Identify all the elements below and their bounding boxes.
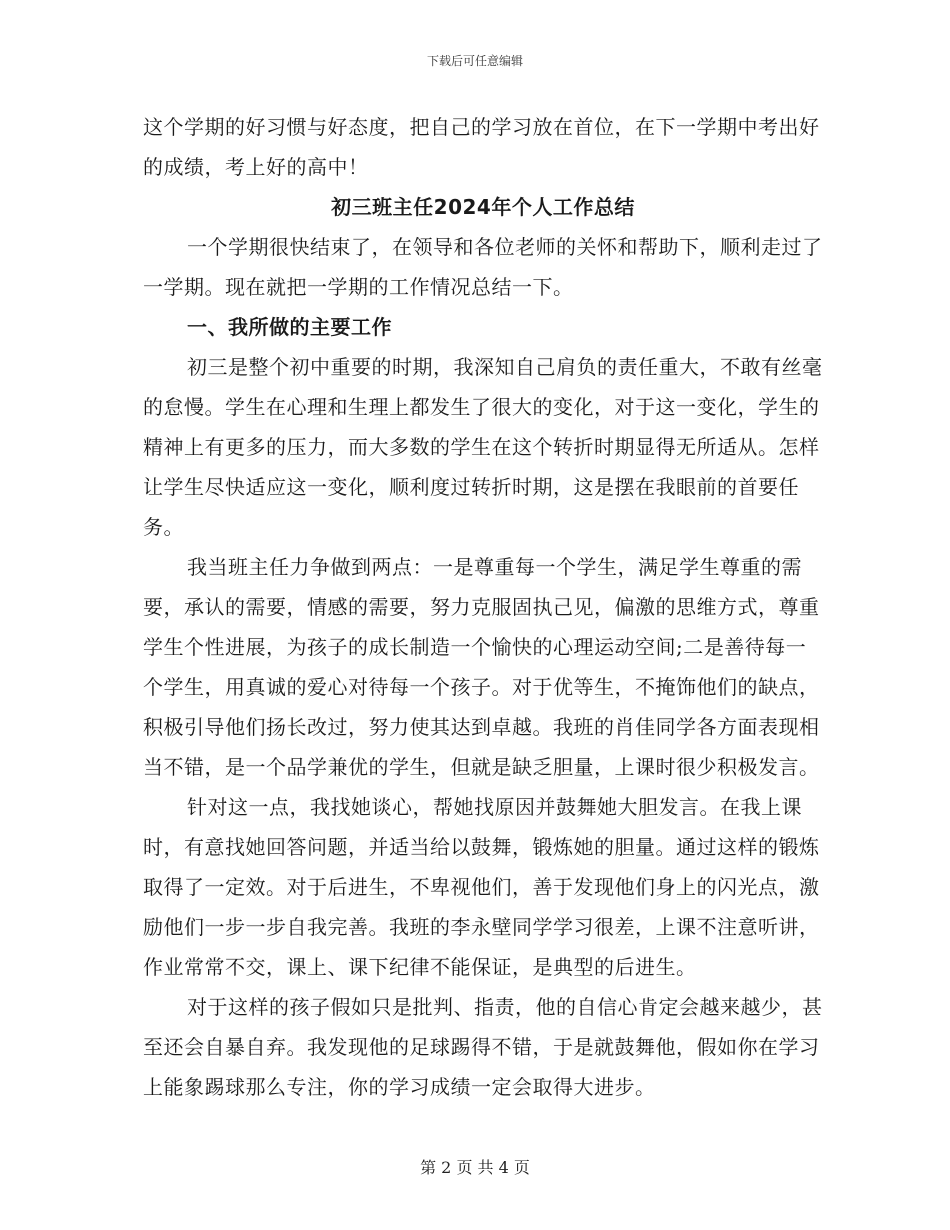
paragraph-2: 初三是整个初中重要的时期，我深知自己肩负的责任重大，不敢有丝毫的怠慢。学生在心理和生理上都发生了很大的变化，对于这一变化，学生的精神上有更多的压力，而大多数的学生在这个转折时期显得无所适从。怎样让学生尽快适应这一变化，顺利度过转折时期，这是摆在我眼前的首要任务。	[143, 355, 823, 539]
document-title: 初三班主任2024年个人工作总结	[331, 195, 635, 219]
page-number-footer: 第 2 页 共 4 页	[420, 1158, 530, 1177]
section-heading-1: 一、我所做的主要工作	[187, 315, 392, 339]
paragraph-4: 针对这一点，我找她谈心，帮她找原因并鼓舞她大胆发言。在我上课时，有意找她回答问题，并适当给以鼓舞，锻炼她的胆量。通过这样的锻炼取得了一定效。对于后进生，不卑视他们，善于发现他们身上的闪光点，激励他们一步一步自我完善。我班的李永壁同学学习很差，上课不注意听讲，作业常常不交，课上、课下纪律不能保证，是典型的后进生。	[143, 795, 820, 979]
paragraph-1: 一个学期很快结束了，在领导和各位老师的关怀和帮助下，顺利走过了一学期。现在就把一学期的工作情况总结一下。	[143, 235, 823, 299]
page-header-note: 下载后可任意编辑	[426, 54, 523, 68]
paragraph-3: 我当班主任力争做到两点：一是尊重每一个学生，满足学生尊重的需要，承认的需要，情感的需要，努力克服固执己见，偏激的思维方式，尊重学生个性进展，为孩子的成长制造一个愉快的心理运动空间;二是善待每一个学生，用真诚的爱心对待每一个孩子。对于优等生，不掩饰他们的缺点，积极引导他们扬长改过，努力使其达到卓越。我班的肖佳同学各方面表现相当不错，是一个品学兼优的学生，但就是缺乏胆量，上课时很少积极发言。	[143, 555, 820, 779]
paragraph-5: 对于这样的孩子假如只是批判、指责，他的自信心肯定会越来越少，甚至还会自暴自弃。我发现他的足球踢得不错，于是就鼓舞他，假如你在学习上能象踢球那么专注，你的学习成绩一定会取得大进步。	[143, 995, 823, 1099]
intro-paragraph: 这个学期的好习惯与好态度，把自己的学习放在首位，在下一学期中考出好的成绩，考上好的高中！	[143, 115, 820, 179]
document-body	[143, 107, 823, 1107]
